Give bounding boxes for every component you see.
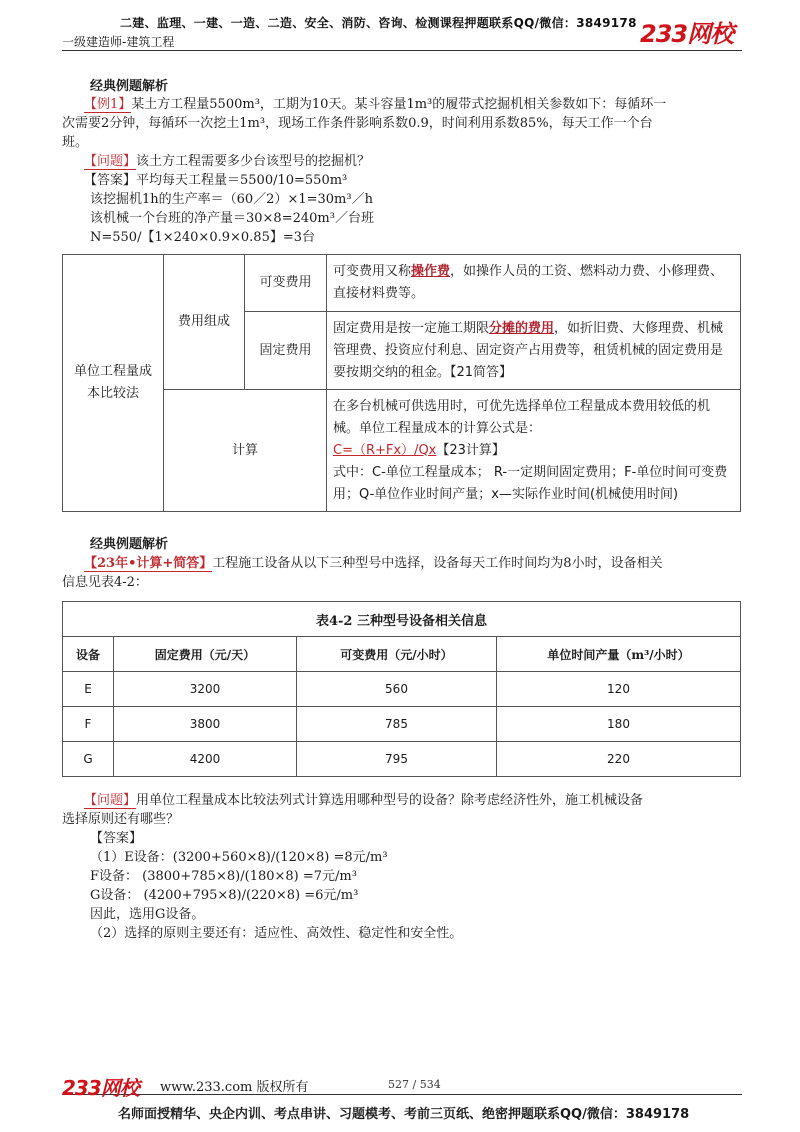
page-number: 527 / 534 [388,1078,441,1091]
cell-device: E [63,672,114,707]
cell-output: 220 [497,742,741,777]
calculation-desc: 在多台机械可供选用时，可优先选择单位工程量成本费用较低的机械。单位工程量成本的计算公式是： C=（R+Fx）/Qx【23计算】 式中：C-单位工程量成本； R-一定期间固定费用；F-单位时间可变费用；Q-单位作业时间产量；x—实际作业时间(机械使用时间) [327,390,741,512]
footer-copyright: www.233.com 版权所有 [160,1080,309,1095]
answer2-line1: （1）E设备：(3200+560×8)/(120×8) =8元/m³ [90,850,388,865]
header-subject: 一级建造师-建筑工程 [62,35,175,49]
operation-fee-link: 操作费 [411,264,451,279]
variable-cost-label: 可变费用 [245,255,327,312]
cell-variable: 785 [297,707,497,742]
col-header-variable: 可变费用（元/小时） [297,637,497,672]
cell-fixed: 3800 [114,707,297,742]
answer2-tag: 【答案】 [90,831,143,846]
question2-line1: 【问题】用单位工程量成本比较法列式计算选用哪种型号的设备？除考虑经济性外，施工机械设备 [84,793,644,808]
example1-line1: 【例1】某土方工程量5500m³，工期为10天。某斗容量1m³的履带式挖掘机相关参数如下：每循环一 [84,97,667,112]
fixed-cost-desc: 固定费用是按一定施工期限分摊的费用，如折旧费、大修理费、机械管理费、投资应付利息、固定资产占用费等，租赁机械的固定费用是要按期交纳的租金。【21简答】 [327,312,741,390]
answer2-line4: 因此，选用G设备。 [90,907,205,922]
example1-answer-4: N=550/【1×240×0.9×0.85】=3台 [90,230,316,245]
example1-question: 【问题】该土方工程需要多少台该型号的挖掘机？ [84,154,371,169]
variable-cost-desc: 可变费用又称操作费，如操作人员的工资、燃料动力费、小修理费、直接材料费等。 [327,255,741,312]
example1-line2: 次需要2分钟，每循环一次挖土1m³，现场工作条件影响系数0.9，时间利用系数85%，每天工作一个台 [62,116,653,131]
example2-line1: 【23年•计算+简答】工程施工设备从以下三种型号中选择，设备每天工作时间均为8小时，设备相关 [84,556,663,571]
example1-answer-2: 该挖掘机1h的生产率＝（60／2）×1=30m³／h [90,192,373,207]
col-header-device: 设备 [63,637,114,672]
cost-comparison-table [62,254,741,512]
cell-output: 120 [497,672,741,707]
example1-heading: 经典例题解析 [90,79,169,94]
header-divider [62,50,742,51]
amortized-fee-link: 分摊的费用 [489,320,555,336]
cost-formula: C=（R+Fx）/Qx [333,442,437,458]
question2-line2: 选择原则还有哪些？ [62,812,180,827]
table-row [63,742,741,777]
cell-fixed: 4200 [114,742,297,777]
equipment-table [62,601,741,777]
cell-variable: 795 [297,742,497,777]
example1-tag: 【例1】 [84,97,132,112]
cell-device: F [63,707,114,742]
brand-logo: 233网校 [640,20,734,48]
answer2-line3: G设备： (4200+795×8)/(220×8) =6元/m³ [90,888,359,903]
method-cell: 单位工程量成本比较法 [63,255,164,512]
answer2-line5: （2）选择的原则主要还有：适应性、高效性、稳定性和安全性。 [90,926,463,941]
example2-heading: 经典例题解析 [90,537,169,552]
table-row [63,672,741,707]
cost-composition-cell: 费用组成 [164,255,245,390]
cell-device: G [63,742,114,777]
footer-contact: 名师面授精华、央企内训、考点串讲、习题模考、考前三页纸、绝密押题联系QQ/微信：3849178 [118,1107,690,1122]
example2-tag: 【23年•计算+简答】 [84,556,213,571]
col-header-output: 单位时间产量（m³/小时） [497,637,741,672]
question2-tag: 【问题】 [84,793,137,808]
cell-output: 180 [497,707,741,742]
example2-line2: 信息见表4-2： [62,575,148,590]
footer-logo: 233网校 [62,1076,139,1100]
question-tag: 【问题】 [84,154,137,169]
table-row [63,707,741,742]
col-header-fixed: 固定费用（元/天） [114,637,297,672]
cell-variable: 560 [297,672,497,707]
equipment-table-title: 表4-2 三种型号设备相关信息 [63,602,741,637]
calculation-label: 计算 [164,390,327,512]
cell-fixed: 3200 [114,672,297,707]
example1-line3: 班。 [62,135,89,150]
example1-answer-3: 该机械一个台班的净产量＝30×8=240m³／台班 [90,211,374,226]
example1-answer-1: 【答案】平均每天工程量＝5500/10=550m³ [84,173,348,188]
answer-tag: 【答案】 [84,173,137,188]
fixed-cost-label: 固定费用 [245,312,327,390]
header-contact: 二建、监理、一建、一造、二造、安全、消防、咨询、检测课程押题联系QQ/微信：3849178 [120,16,637,30]
answer2-line2: F设备： (3800+785×8)/(180×8) =7元/m³ [90,869,357,884]
